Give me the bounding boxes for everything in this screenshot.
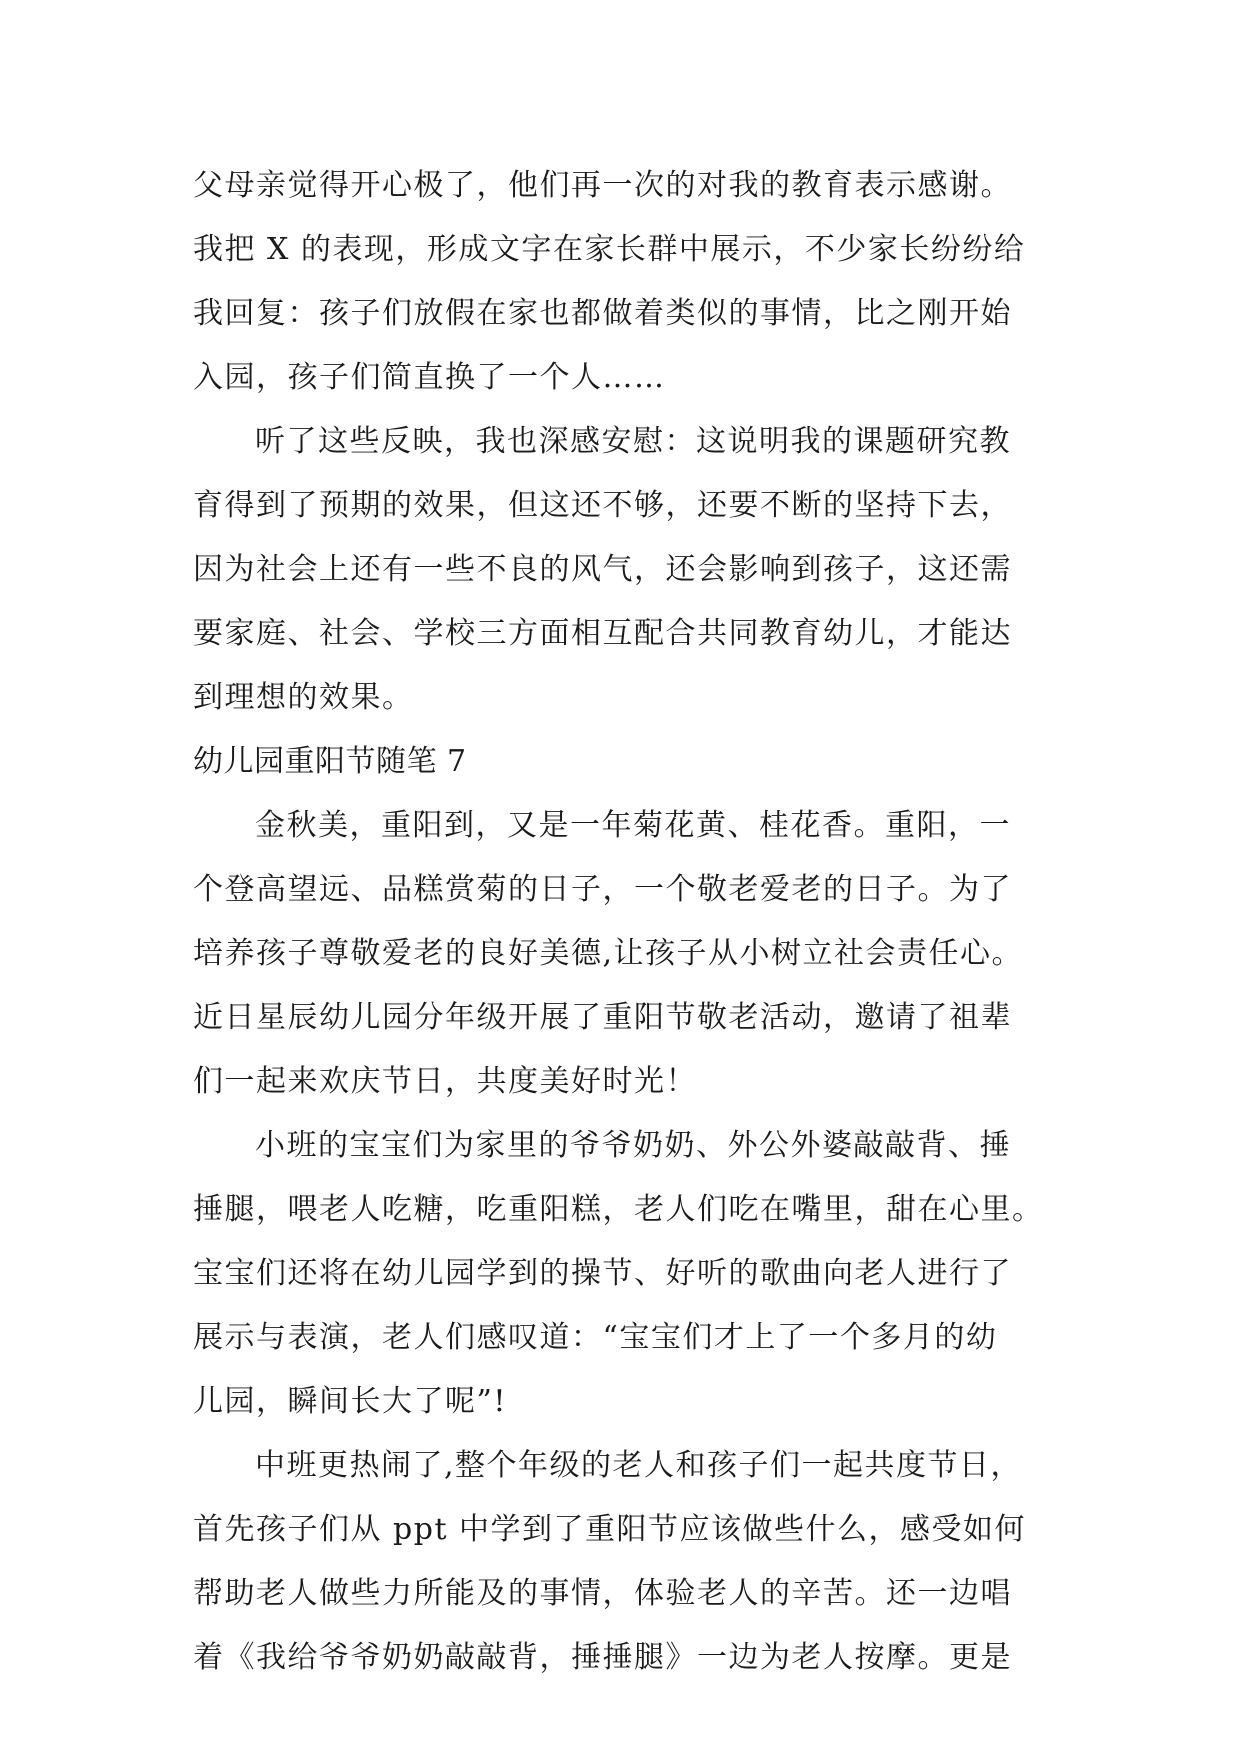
text-line: 我回复：孩子们放假在家也都做着类似的事情，比之刚开始 <box>193 296 1012 331</box>
text-line: 着《我给爷爷奶奶敲敲背，捶捶腿》一边为老人按摩。更是 <box>193 1640 1012 1675</box>
text-line: 宝宝们还将在幼儿园学到的操节、好听的歌曲向老人进行了 <box>193 1256 1012 1291</box>
text-line: 帮助老人做些力所能及的事情，体验老人的辛苦。还一边唱 <box>193 1576 1012 1611</box>
document-body <box>193 154 1063 1690</box>
paragraph-start-line: 中班更热闹了,整个年级的老人和孩子们一起共度节日， <box>255 1448 1023 1483</box>
text-line: 我把 X 的表现，形成文字在家长群中展示，不少家长纷纷给 <box>193 232 1026 267</box>
text-line: 近日星辰幼儿园分年级开展了重阳节敬老活动，邀请了祖辈 <box>193 1000 1012 1035</box>
paragraph-start-line: 金秋美，重阳到，又是一年菊花黄、桂花香。重阳，一 <box>255 808 1011 843</box>
text-line: 到理想的效果。 <box>193 680 414 715</box>
text-line: 首先孩子们从 ppt 中学到了重阳节应该做些什么，感受如何 <box>193 1512 1027 1547</box>
text-line: 捶腿，喂老人吃糖，吃重阳糕，老人们吃在嘴里，甜在心里。 <box>193 1192 1044 1227</box>
text-line: 父母亲觉得开心极了，他们再一次的对我的教育表示感谢。 <box>193 168 1012 203</box>
text-line: 培养孩子尊敬爱老的良好美德,让孩子从小树立社会责任心。 <box>193 936 1024 971</box>
section-heading: 幼儿园重阳节随笔 7 <box>193 744 467 779</box>
text-line: 要家庭、社会、学校三方面相互配合共同教育幼儿，才能达 <box>193 616 1012 651</box>
paragraph-start-line: 听了这些反映，我也深感安慰：这说明我的课题研究教 <box>255 424 1011 459</box>
text-line: 因为社会上还有一些不良的风气，还会影响到孩子，这还需 <box>193 552 1012 587</box>
text-line: 展示与表演，老人们感叹道：“宝宝们才上了一个多月的幼 <box>193 1320 998 1355</box>
text-line: 们一起来欢庆节日，共度美好时光！ <box>193 1064 697 1099</box>
text-line: 育得到了预期的效果，但这还不够，还要不断的坚持下去， <box>193 488 1012 523</box>
text-line: 儿园，瞬间长大了呢”! <box>193 1384 507 1419</box>
text-line: 入园，孩子们简直换了一个人…… <box>193 360 666 395</box>
paragraph-start-line: 小班的宝宝们为家里的爷爷奶奶、外公外婆敲敲背、捶 <box>255 1128 1011 1163</box>
text-line: 个登高望远、品糕赏菊的日子，一个敬老爱老的日子。为了 <box>193 872 1012 907</box>
